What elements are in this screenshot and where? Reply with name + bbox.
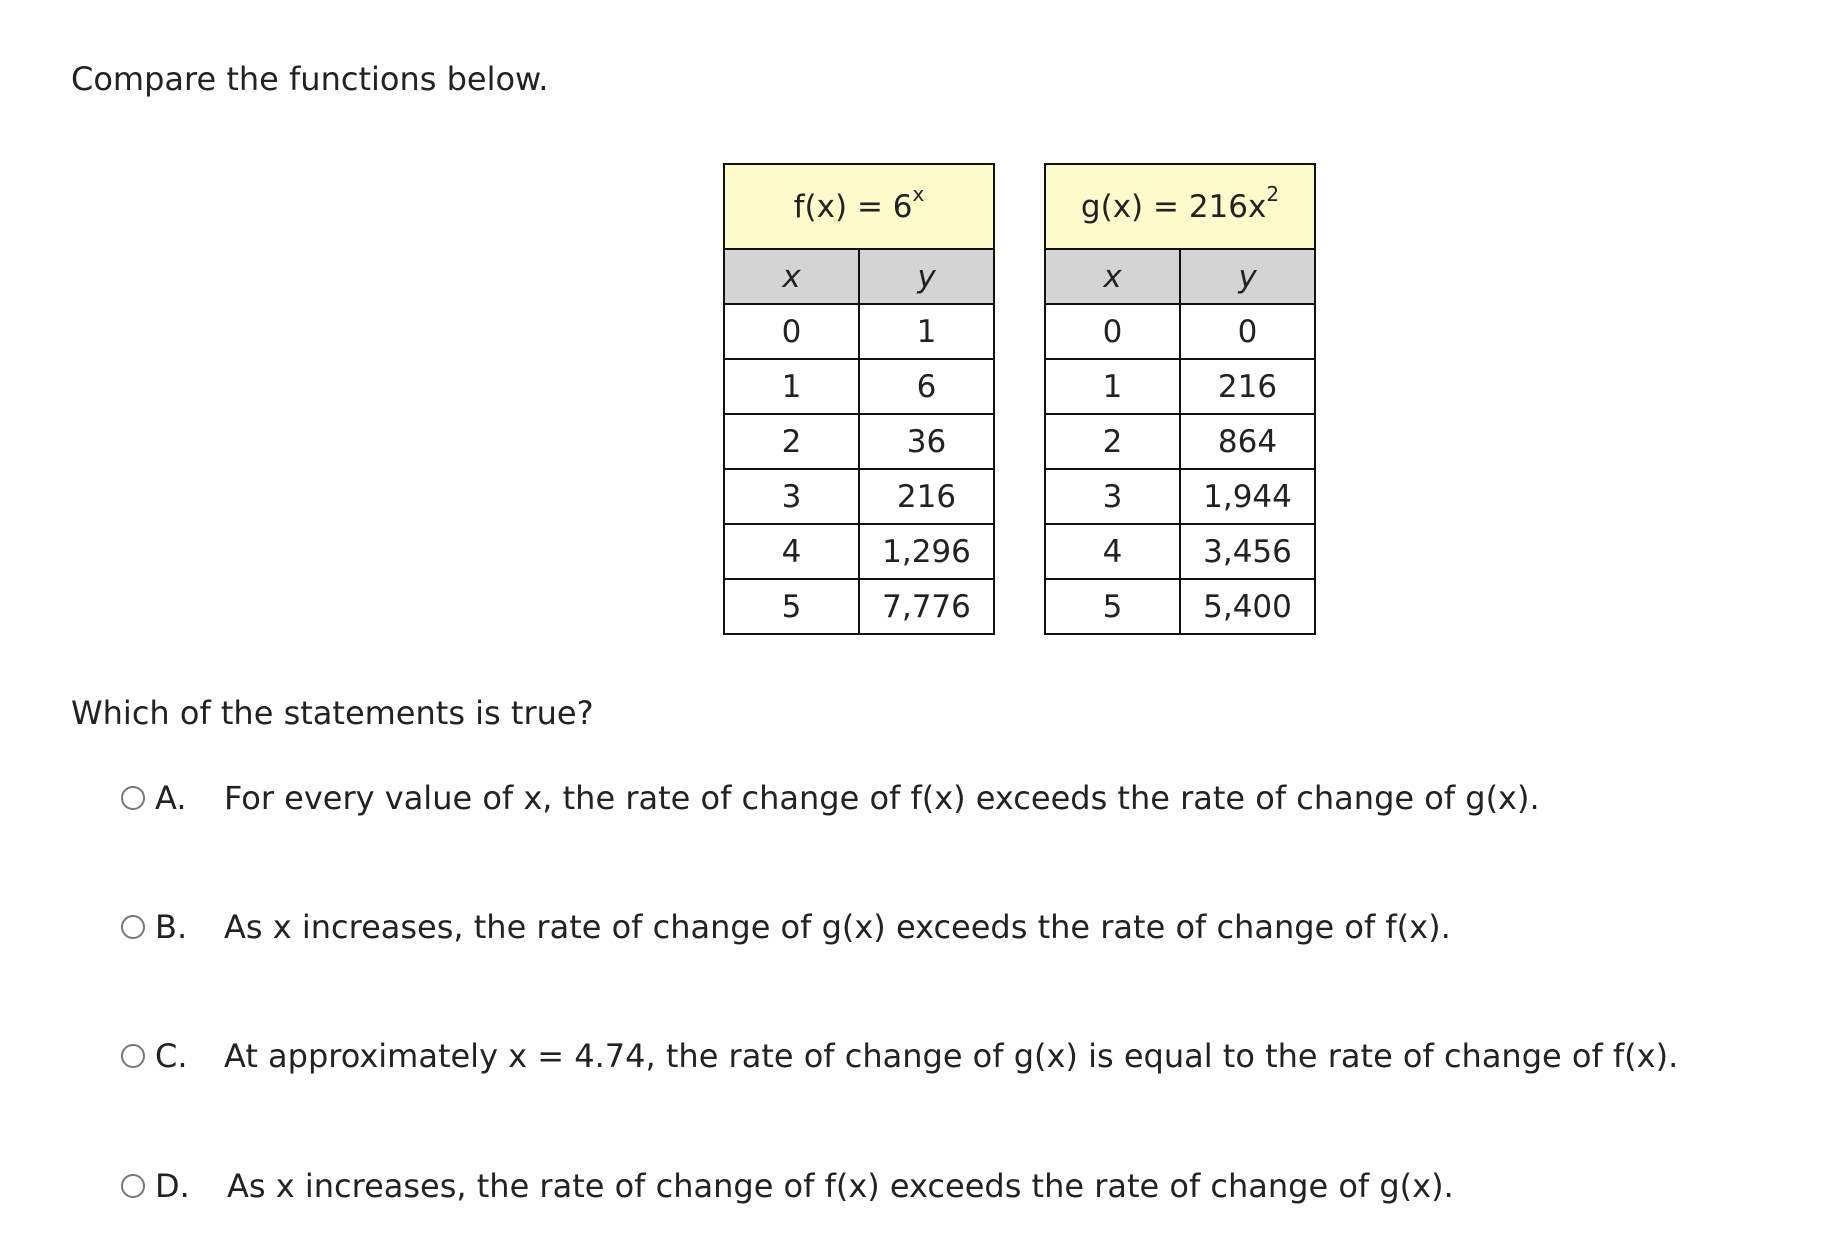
table-g-title: $g(x) = 216x^2$ [1045, 164, 1315, 249]
cell-x: 1 [1045, 359, 1180, 414]
cell-x: 4 [724, 524, 859, 579]
cell-y: 6 [859, 359, 994, 414]
radio-option-b[interactable] [121, 915, 145, 939]
option-text: As x increases, the rate of change of f(x) exceeds the rate of change of g(x). [227, 1167, 1454, 1205]
cell-y: 1,296 [859, 524, 994, 579]
table-row [724, 579, 994, 634]
question-text: Which of the statements is true? [71, 694, 594, 732]
table-f-header-y: y [859, 249, 994, 304]
option-letter: A. [155, 779, 187, 817]
cell-x: 1 [724, 359, 859, 414]
table-row [1045, 579, 1315, 634]
cell-x: 2 [724, 414, 859, 469]
cell-x: 0 [724, 304, 859, 359]
cell-y: 1,944 [1180, 469, 1315, 524]
cell-y: 216 [859, 469, 994, 524]
table-row [1045, 414, 1315, 469]
table-row [1045, 304, 1315, 359]
cell-y: 3,456 [1180, 524, 1315, 579]
table-f-header-x: x [724, 249, 859, 304]
option-letter: B. [155, 908, 188, 946]
option-a[interactable] [121, 778, 1540, 818]
table-row [1045, 359, 1315, 414]
cell-x: 5 [1045, 579, 1180, 634]
cell-y: 5,400 [1180, 579, 1315, 634]
table-row [724, 414, 994, 469]
table-row [724, 304, 994, 359]
cell-y: 864 [1180, 414, 1315, 469]
option-text: For every value of x, the rate of change of f(x) exceeds the rate of change of g(x). [224, 779, 1540, 817]
option-letter: D. [155, 1167, 190, 1205]
cell-x: 0 [1045, 304, 1180, 359]
radio-option-d[interactable] [121, 1174, 145, 1198]
radio-option-c[interactable] [121, 1044, 145, 1068]
table-f-title: $f(x) = 6^x$ [724, 164, 994, 249]
table-row [724, 469, 994, 524]
table-row [1045, 469, 1315, 524]
option-text: As x increases, the rate of change of g(x) exceeds the rate of change of f(x). [224, 908, 1451, 946]
cell-y: 0 [1180, 304, 1315, 359]
cell-y: 1 [859, 304, 994, 359]
option-c[interactable] [121, 1036, 1678, 1076]
cell-x: 4 [1045, 524, 1180, 579]
table-row [724, 359, 994, 414]
option-text: At approximately x = 4.74, the rate of change of g(x) is equal to the rate of change of f(x). [224, 1037, 1679, 1075]
cell-x: 3 [724, 469, 859, 524]
cell-x: 2 [1045, 414, 1180, 469]
table-g-header-x: x [1045, 249, 1180, 304]
cell-y: 7,776 [859, 579, 994, 634]
option-d[interactable] [121, 1166, 1454, 1206]
table-g-header-y: y [1180, 249, 1315, 304]
option-b[interactable] [121, 907, 1451, 947]
table-row [724, 524, 994, 579]
option-letter: C. [155, 1037, 188, 1075]
table-g [1044, 163, 1316, 635]
cell-x: 3 [1045, 469, 1180, 524]
cell-y: 36 [859, 414, 994, 469]
radio-option-a[interactable] [121, 786, 145, 810]
table-f [723, 163, 995, 635]
table-row [1045, 524, 1315, 579]
prompt-text: Compare the functions below. [71, 60, 549, 98]
cell-y: 216 [1180, 359, 1315, 414]
cell-x: 5 [724, 579, 859, 634]
